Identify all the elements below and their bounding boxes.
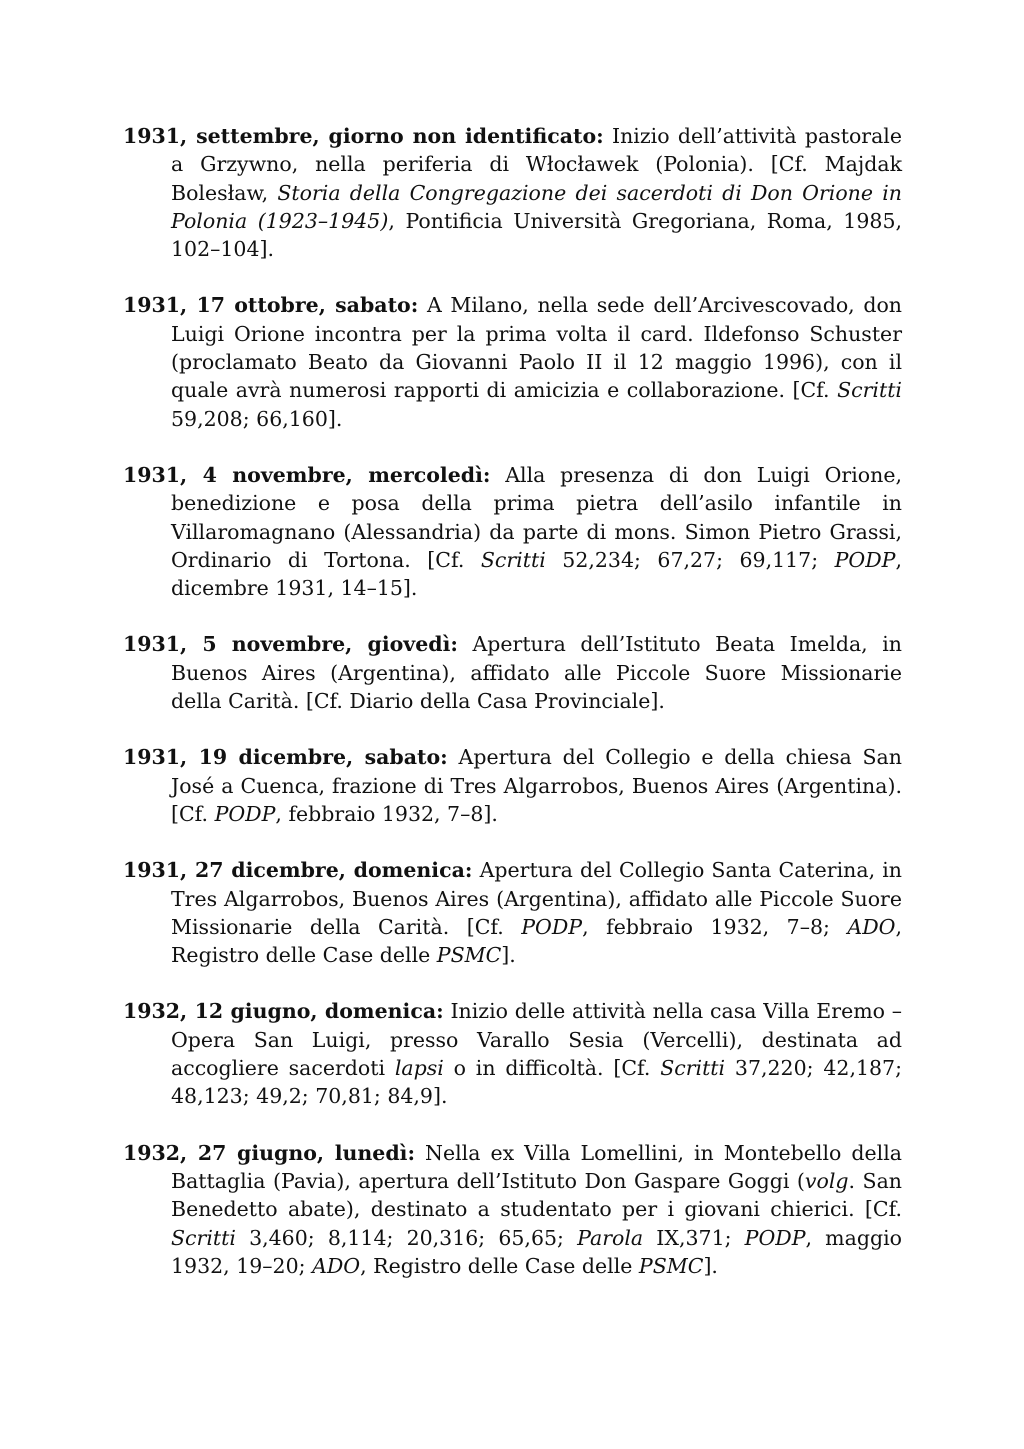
entry-text: IX,371;	[643, 1225, 745, 1250]
entry-text: Inizio dell’attività pastorale a Grzywno, nella periferia di Włocławek (Polonia). [Cf. Majdak Bolesław,	[171, 124, 902, 205]
entry-date-heading: 1931, 19 dicembre, sabato:	[123, 745, 448, 770]
entry-text: , febbraio 1932, 7–8].	[275, 801, 498, 826]
chronology-entry	[123, 997, 902, 1110]
chronology-entry	[123, 743, 902, 828]
chronology-list	[123, 122, 902, 1280]
entry-italic-text: Scritti	[660, 1056, 726, 1081]
entry-text: . San Benedetto abate), destinato a studentato per i giovani chierici. [Cf.	[171, 1168, 902, 1222]
entry-italic-text: Scritti	[480, 547, 546, 572]
entry-text: Inizio delle attività nella casa Villa Eremo – Opera San Luigi, presso Varallo Sesia (Vercelli), destinata ad accogliere sacerdoti	[171, 999, 902, 1081]
entry-text: Apertura del Collegio e della chiesa San José a Cuenca, frazione di Tres Algarrobos, Buenos Aires (Argentina). [Cf.	[171, 745, 902, 826]
entry-italic-text: Scritti	[171, 1225, 236, 1250]
entry-italic-text: PSMC	[436, 943, 502, 968]
chronology-entry	[123, 461, 902, 602]
entry-italic-text: volg	[804, 1168, 849, 1193]
entry-italic-text: PODP	[214, 801, 276, 826]
entry-italic-text: Storia della Congregazione dei sacerdoti di Don Orione in Polonia (1923–1945)	[171, 180, 902, 233]
entry-date-heading: 1932, 12 giugno, domenica:	[123, 999, 444, 1024]
entry-text: , maggio 1932, 19–20;	[171, 1225, 902, 1278]
entry-italic-text: ADO	[312, 1253, 361, 1278]
entry-italic-text: lapsi	[394, 1056, 444, 1081]
entry-text: , Registro delle Case delle	[360, 1253, 639, 1278]
chronology-page	[123, 122, 902, 1308]
entry-text: , Pontificia Università Gregoriana, Roma, 1985, 102–104].	[171, 208, 902, 262]
entry-text: ].	[703, 1253, 718, 1278]
chronology-entry	[123, 122, 902, 263]
entry-italic-text: PODP	[834, 547, 896, 572]
entry-text: , dicembre 1931, 14–15].	[171, 547, 902, 601]
entry-text: 52,234; 67,27; 69,117;	[545, 547, 835, 572]
entry-text: 59,208; 66,160].	[171, 406, 343, 431]
entry-italic-text: PODP	[744, 1225, 806, 1250]
chronology-entry	[123, 1139, 902, 1280]
chronology-entry	[123, 630, 902, 715]
entry-date-heading: 1931, settembre, giorno non identificato:	[123, 124, 604, 148]
entry-text: , febbraio 1932, 7–8;	[582, 914, 848, 939]
entry-italic-text: PSMC	[638, 1253, 704, 1278]
entry-italic-text: PODP	[521, 914, 583, 939]
entry-text: 3,460; 8,114; 20,316; 65,65;	[235, 1225, 578, 1250]
entry-text: , Registro delle Case delle	[171, 914, 902, 968]
entry-date-heading: 1931, 17 ottobre, sabato:	[123, 293, 419, 318]
entry-italic-text: Scritti	[837, 378, 902, 403]
entry-text: Apertura dell’Istituto Beata Imelda, in Buenos Aires (Argentina), affidato alle Piccole Suore Missionarie della Carità. [Cf. Diario della Casa Provinciale].	[171, 632, 902, 714]
entry-italic-text: ADO	[847, 914, 896, 939]
entry-text: Apertura del Collegio Santa Caterina, in Tres Algarrobos, Buenos Aires (Argentina), affidato alle Piccole Suore Missionarie della Carità. [Cf.	[171, 858, 902, 939]
entry-text: 37,220; 42,187; 48,123; 49,2; 70,81; 84,9].	[171, 1056, 902, 1109]
chronology-entry	[123, 291, 902, 432]
entry-text: Alla presenza di don Luigi Orione, benedizione e posa della prima pietra dell’asilo infantile in Villaromagnano (Alessandria) da parte di mons. Simon Pietro Grassi, Ordinario di Tortona. [Cf.	[171, 462, 902, 572]
entry-text: Nella ex Villa Lomellini, in Montebello della Battaglia (Pavia), apertura dell’Istituto Don Gaspare Goggi (	[171, 1140, 902, 1193]
entry-date-heading: 1932, 27 giugno, lunedì:	[123, 1140, 416, 1165]
entry-date-heading: 1931, 4 novembre, mercoledì:	[123, 462, 491, 487]
entry-text: o in difficoltà. [Cf.	[443, 1056, 661, 1081]
entry-date-heading: 1931, 27 dicembre, domenica:	[123, 858, 473, 883]
entry-text: ].	[501, 943, 516, 968]
entry-text: A Milano, nella sede dell’Arcivescovado, don Luigi Orione incontra per la prima volta il card. Ildefonso Schuster (proclamato Beato da Giovanni Paolo II il 12 maggio 1996), con il quale avrà numerosi rapporti di amicizia e collaborazione. [Cf.	[171, 293, 902, 403]
entry-date-heading: 1931, 5 novembre, giovedì:	[123, 632, 458, 657]
chronology-entry	[123, 856, 902, 969]
entry-italic-text: Parola	[577, 1225, 644, 1250]
